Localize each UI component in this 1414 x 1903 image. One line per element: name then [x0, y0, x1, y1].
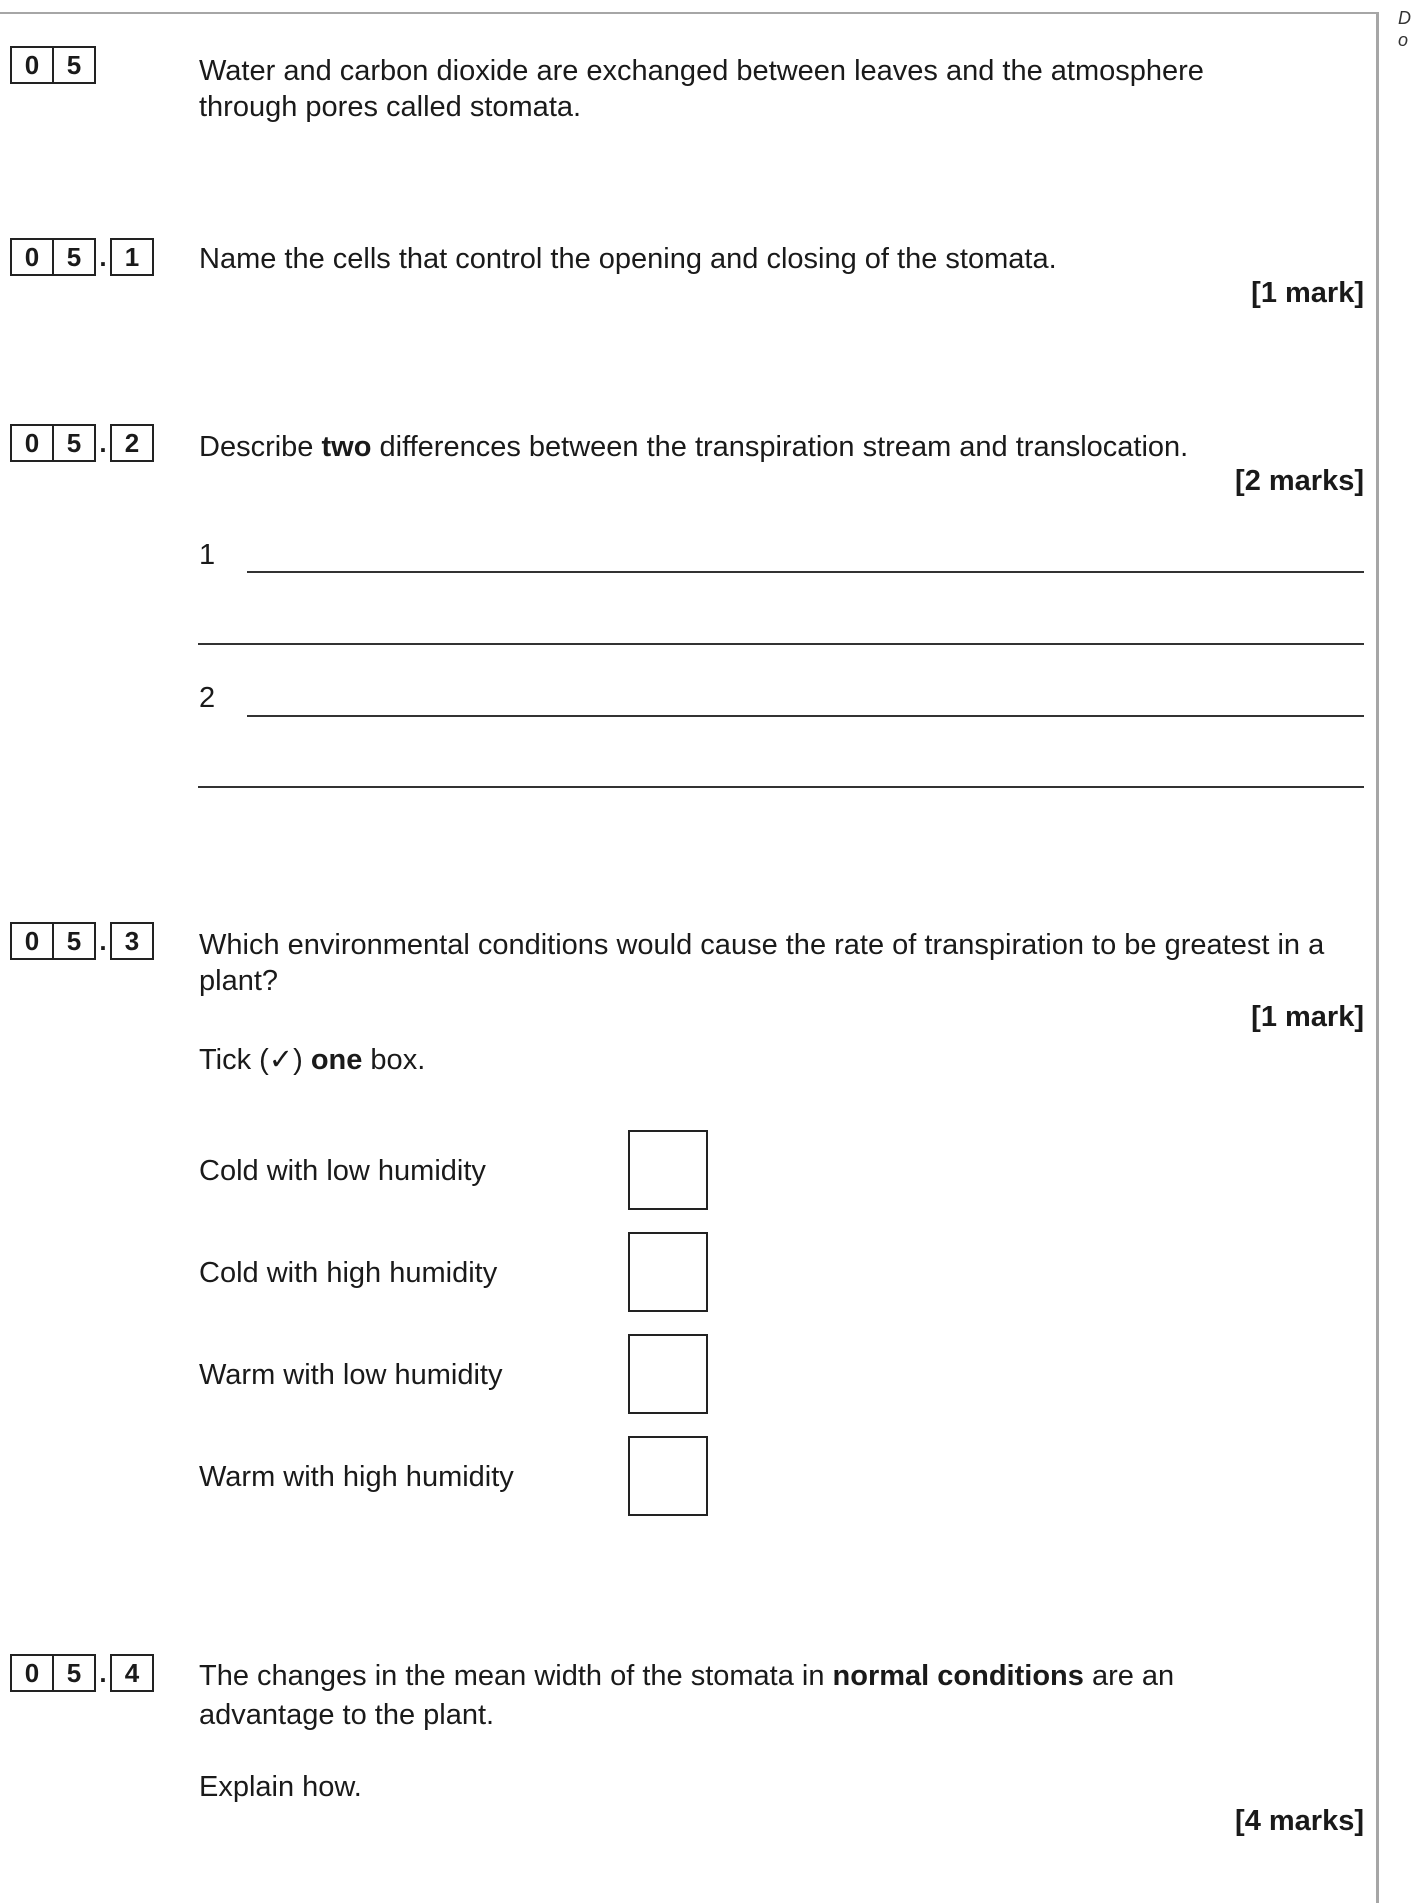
question-05-2-marks: [2 marks] [1235, 465, 1364, 497]
qnum-digit: 2 [110, 424, 154, 462]
qnum-digit: 0 [10, 238, 54, 276]
qnum-digit: 0 [10, 46, 54, 84]
question-05-stem: Water and carbon dioxide are exchanged between leaves and the atmosphere through pores called stomata. [199, 55, 1204, 123]
qnum-digit: 5 [54, 922, 96, 960]
answer-line[interactable] [247, 571, 1364, 573]
question-05-3-text: Which environmental conditions would cause the rate of transpiration to be greatest in a plant? [199, 929, 1325, 997]
question-05-4-text [199, 1657, 1199, 1735]
margin-note-line-1: D [1398, 8, 1411, 28]
qnum-digit: 3 [110, 922, 154, 960]
qnum-digit: 5 [54, 46, 96, 84]
tick-box[interactable] [628, 1334, 708, 1414]
question-05-4-marks: [4 marks] [1235, 1805, 1364, 1837]
emphasis: two [321, 431, 372, 463]
qnum-digit: 5 [54, 424, 96, 462]
qnum-dot: . [99, 428, 107, 458]
qnum-digit: 0 [10, 922, 54, 960]
question-number-05-4 [10, 1654, 154, 1692]
text-part: differences between the transpiration stream and translocation. [371, 431, 1189, 463]
text-part: Tick (✓) [199, 1044, 311, 1076]
qnum-dot: . [99, 1658, 107, 1688]
qnum-dot: . [99, 242, 107, 272]
top-rule [0, 12, 1378, 14]
qnum-digit: 0 [10, 424, 54, 462]
option-label: Cold with low humidity [199, 1155, 486, 1187]
option-label: Warm with high humidity [199, 1461, 514, 1493]
text-part: box. [362, 1044, 426, 1076]
qnum-digit: 5 [54, 238, 96, 276]
margin-rule [1376, 12, 1379, 1903]
qnum-dot: . [99, 926, 107, 956]
question-05-1-text: Name the cells that control the opening and closing of the stomata. [199, 243, 1057, 275]
question-number-05 [10, 46, 96, 84]
question-05-3-instruction [199, 1042, 425, 1078]
question-number-05-1 [10, 238, 154, 276]
answer-line[interactable] [247, 715, 1364, 717]
tick-box[interactable] [628, 1130, 708, 1210]
tick-box[interactable] [628, 1232, 708, 1312]
margin-note-line-2: o [1398, 30, 1409, 50]
emphasis: normal conditions [832, 1660, 1084, 1692]
text-part: are an advantage to the plant. [199, 1660, 1175, 1731]
answer-line[interactable] [198, 786, 1364, 788]
text-part: The changes in the mean width of the stomata in [199, 1660, 833, 1692]
qnum-digit: 5 [54, 1654, 96, 1692]
option-label: Cold with high humidity [199, 1257, 498, 1289]
qnum-digit: 0 [10, 1654, 54, 1692]
question-05-4-instruction: Explain how. [199, 1771, 362, 1803]
answer-label-1: 1 [199, 539, 216, 571]
tick-box[interactable] [628, 1436, 708, 1516]
question-05-3-marks: [1 mark] [1251, 1001, 1364, 1033]
question-number-05-3 [10, 922, 154, 960]
qnum-digit: 1 [110, 238, 154, 276]
emphasis: one [310, 1044, 363, 1076]
qnum-digit: 4 [110, 1654, 154, 1692]
question-05-1-marks: [1 mark] [1251, 277, 1364, 309]
answer-line[interactable] [198, 643, 1364, 645]
text-part: Describe [199, 431, 322, 463]
answer-label-2: 2 [199, 682, 216, 714]
question-number-05-2 [10, 424, 154, 462]
question-05-2-text [199, 429, 1188, 465]
option-label: Warm with low humidity [199, 1359, 503, 1391]
